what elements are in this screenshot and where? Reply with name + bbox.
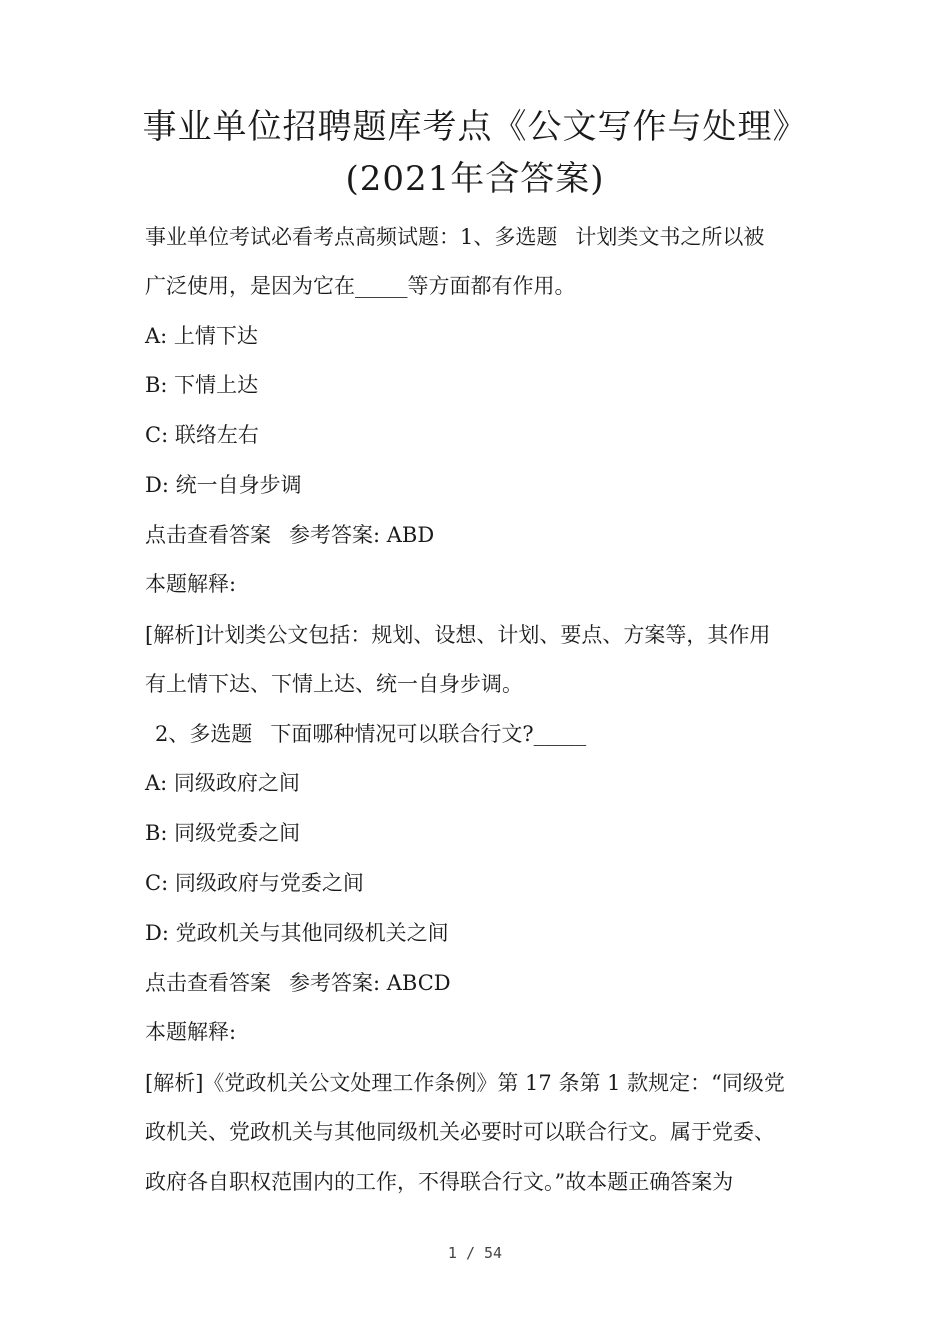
q2-option-a: A: 同级政府之间 [145,771,300,795]
intro-question-type: 事业单位考试必看考点高频试题：1、多选题 [145,225,558,249]
q2-explain-line-1: [解析]《党政机关公文处理工作条例》第 17 条第 1 款规定：“同级党 [145,1071,785,1095]
q2-header [155,719,586,749]
q2-answer-label: 参考答案: ABCD [289,971,451,995]
q2-explain-heading: 本题解释: [145,1020,237,1044]
intro-question-text: 计划类文书之所以被 [575,225,765,249]
q2-answer-row [145,968,451,998]
q1-explain-line-1: [解析]计划类公文包括：规划、设想、计划、要点、方案等，其作用 [145,623,771,647]
intro-line-2: 广泛使用，是因为它在_____等方面都有作用。 [145,274,576,298]
q1-option-a: A: 上情下达 [145,324,258,348]
q1-explain-line-2: 有上情下达、下情上达、统一自身步调。 [145,672,523,696]
q2-option-d: D: 党政机关与其他同级机关之间 [145,921,449,945]
document-title-line1: 事业单位招聘题库考点《公文写作与处理》 [142,107,808,147]
q1-option-c: C: 联络左右 [145,423,259,447]
q2-question-text: 下面哪种情况可以联合行文?_____ [270,722,587,746]
q1-view-answer-link[interactable]: 点击查看答案 [145,523,271,547]
q1-explain-heading: 本题解释: [145,572,237,596]
page-number: 1 / 54 [447,1244,503,1262]
intro-line-1 [145,222,764,252]
q2-explain-line-2: 政机关、党政机关与其他同级机关必要时可以联合行文。属于党委、 [145,1120,775,1144]
q1-option-b: B: 下情上达 [145,373,259,397]
q1-answer-row [145,520,434,550]
q2-option-c: C: 同级政府与党委之间 [145,871,364,895]
q1-answer-label: 参考答案: ABD [289,523,435,547]
q1-option-d: D: 统一自身步调 [145,473,302,497]
document-title-line2: (2021年含答案) [345,159,605,199]
q2-question-type: 2、多选题 [155,722,253,746]
q2-option-b: B: 同级党委之间 [145,821,301,845]
q2-explain-line-3: 政府各自职权范围内的工作，不得联合行文。”故本题正确答案为 [145,1170,734,1194]
q2-view-answer-link[interactable]: 点击查看答案 [145,971,271,995]
